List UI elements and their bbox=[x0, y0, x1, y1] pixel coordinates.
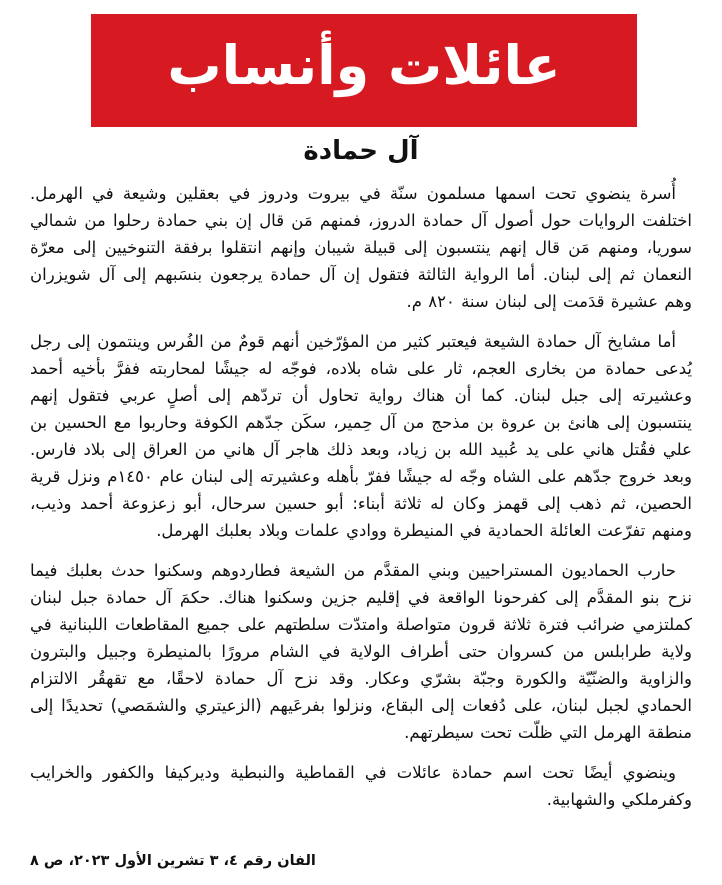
paragraph-shia-sheikhs: أما مشايخ آل حمادة الشيعة فيعتبر كثير من المؤرّخين أنهم قومٌ من الفُرس وينتمون إلى رجل يُدعى حمادة من بخارى العجم، ثار على شاه بلاده، فوجّه له جيشًا لمحاربته ففرَّ بأخيه أحمد وعشيرته إلى جبل لبنان. كما أن هناك رواية تحاول أن تردّهم إلى أصلٍ عربي فتقول إنهم ينتسبون إلى هانئ بن عروة بن مذحج من آل حِمير، سكَن جدّهم الكوفة وحاربوا مع الحسين بن علي فقُتل هاني على يد عُبيد الله بن زياد، وبعد ذلك هاجر آل هاني من العراق إلى بلاد فارس. وبعد خروج جدّهم على الشاه وجّه له جيشًا ففرّ بأهله وعشيرته إلى لبنان عام ١٤٥٠م ونزل قرية الحصين، ثم ذهب إلى قهمز وكان له ثلاثة أبناء: أبو حسين سرحال، أبو زعزوعة أحمد وذيب، ومنهم تفرّعت العائلة الحمادية في المنيطرة ووادي علمات وبلاد بعلبك الهرمل. bbox=[30, 332, 692, 540]
section-banner-title: عائلات وأنساب bbox=[167, 33, 561, 97]
article-body bbox=[30, 180, 692, 826]
paragraph-other-families: وينضوي أيضًا تحت اسم حمادة عائلات في القماطية والنبطية وديركيفا والكفور والخرايب وكفرملكي والشهابية. bbox=[30, 763, 692, 809]
paragraph-rule-history: حارب الحماديون المستراحيين وبني المقدَّم من الشيعة فطاردوهم وسكنوا حدث بعلبك فيما نزح بنو المقدَّم إلى كفرحونا الواقعة في إقليم جزين وسكنوا هناك. حكمَ آل حمادة جبل لبنان كملتزمي ضرائب فترة ثلاثة قرون متواصلة وامتدّت سلطتهم على جميع المقاطعات اللبنانية في ولاية طرابلس من كسروان حتى أطراف الولاية في الشام مرورًا بالمنيطرة وجبيل والبترون والزاوية والضنّيّة والكورة وجبّة بشرّي وعكار. وقد نزح آل حمادة لاحقًا، مع تقهقُر الالتزام الحمادي لجبل لبنان، على دُفعات إلى البقاع، ونزلوا بفرعَيهم (الزعيتري والشمَصي) تحديدًا إلى منطقة الهرمل التي ظلّت تحت سيطرتهم. bbox=[30, 561, 692, 742]
source-citation: الفان رقم ٤، ٣ تشرين الأول ٢٠٢٣، ص ٨ bbox=[30, 853, 316, 869]
article-title: آل حمادة bbox=[303, 136, 419, 166]
section-banner bbox=[91, 14, 637, 127]
paragraph-origins-intro: أُسرة ينضوي تحت اسمها مسلمون سنّة في بيروت ودروز في بعقلين وشيعة في الهرمل. اختلفت الروايات حول أصول آل حمادة الدروز، فمنهم مَن قال إن بني حمادة رحلوا من شمالي سوريا، ومنهم مَن قال إنهم ينتسبون إلى قبيلة شيبان وإنهم انتقلوا برفقة التنوخيين إلى معرّة النعمان ثم إلى لبنان. أما الرواية الثالثة فتقول إن آل حمادة يرجعون بنسَبهم إلى آل شويزران وهم عشيرة قدَمت إلى لبنان سنة ٨٢٠ م. bbox=[30, 184, 692, 311]
